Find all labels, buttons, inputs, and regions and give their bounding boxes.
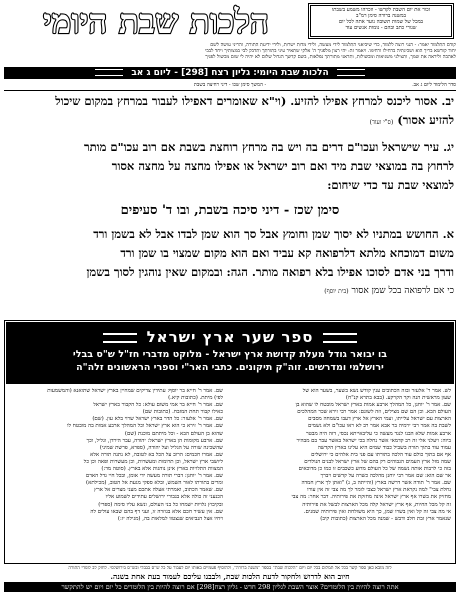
excerpt-line: שם. אמר ר' חייא בר יוסף: עתידין צדיקים שמחיין בארץ ישראל שתואנא (והמשמעות: [47, 388, 223, 394]
halacha-line-text: להזיע אסור): [397, 113, 454, 127]
excerpt-line: שנאמר ארץ זבת חלב ודבש - שמנה מכל הארצות (כתובות קיב): [320, 515, 451, 522]
excerpt-line: ויחיו אצל הנביאים שנצטוו למלאות בה, (מגילה יז:): [117, 515, 223, 522]
excerpt-line: ליושבי ארץ ישראל, וכן תרומות ומעשרות, וכן מעשרות ופאה וכן כל: [83, 458, 223, 465]
halacha-line: למוצאי שבת עד כדי שיחום:: [327, 178, 454, 192]
excerpt-line: ארבע אמות שלא הבנו לנגד מעשה כי עליבאייתא נכסי, דזה היה מבטר: [306, 430, 451, 437]
source-reference: (ס"י ועוד): [369, 119, 394, 126]
schedule-topic: - המשך סימן שכו - דיני רחיצה בשבת: [193, 82, 267, 88]
excerpt-line: עמוד עוד בתוך תורה בשביל כבוד שמים היא עלינו בארץ הקדשה: [317, 444, 451, 451]
book-excerpt-columns: [9, 388, 451, 560]
masthead-quote-line: שגורי כתב ובהם - נומות אנשים עוד: [345, 25, 417, 32]
halacha-line: יב. אסור ליכנס למרחץ אפילו להזיע. (וי"א שאומרים דאפילו לעבור במרחץ במקום שיכול: [55, 94, 454, 108]
halacha-line: [6, 282, 454, 301]
excerpt-line: שם. אמר ר' חייא בר אמי משום עולא: כל הקבור בארץ ישראל: [93, 402, 223, 409]
excerpt-column-right: [237, 388, 451, 560]
intro-line: יחוד קודשא בריך הוא ושכינתיה בדחילו ורחימו. ויאמר זה: יהי רצון מלפניך ה' אלקי שתאיר עיני בתורתך ותדבק לבי במצותיך ויחד לבבי: [205, 48, 456, 54]
masthead-quote-line: במשנה ברורה סימן רמ"ב: [356, 13, 406, 20]
excerpt-line: אף אם בתוך כולם עוד הלכה בתורתו עם פני בית אלהים כי ירושלים: [311, 451, 451, 458]
excerpt-line: שם. אמר ר' יוחנן, כל המהלך ארבע אמות בארץ ישראל מובטח לו שהוא בן: [295, 402, 451, 409]
excerpt-line: לשבת בה אמר רבי ירמיה בר אבא אמר רב לא ראו עכו"ם ולא גשמים: [308, 423, 451, 430]
intro-line: קודם התלמוד יאמר: - הנני רוצה ללמוד, כדי שיביאני התלמוד לידי מעשה, ולידי מדות ישרות, ולידי ידיעת התורה, והריני עושה לשם: [210, 42, 456, 48]
excerpt-line: בזה כי לרבות אותה נשמה של כל העולם מדוע כשכבים זו כמו כן מדוכאים: [298, 466, 451, 473]
excerpt-line: הארצות עם ישראל עלייתו, ועמי הארץ אל ארץ דעבו בשמחה מסבים: [308, 416, 451, 423]
book-promo-header: [6, 322, 454, 384]
halacha-line: א. החושש במתניו לא יסוך שמן וחומץ אבל סך הוא שמן לבדו אבל לא בשמן ורד: [93, 227, 454, 241]
halacha-line-text: כי אם לרפואה בכל שמן אסור: [351, 286, 454, 296]
excerpt-line: שם. אמר ר' יוחנן: דברי תורה מעשה ידי אומן, ובכל חיי גדל האדם: [85, 473, 223, 480]
ornament-icon: [337, 69, 365, 76]
ornament-icon: [95, 69, 123, 76]
excerpt-column-left: [9, 388, 223, 560]
excerpt-line: שהוא בן העולם הבא - וכל מיתתם מוכנת (שם): [124, 430, 223, 437]
ornament-icon: [323, 333, 357, 343]
halacha-text: [6, 92, 454, 301]
excerpt-line: שמה מזל ארץ העמים הגבוהים רק בהם של ארץ ישראל לבנים הנולדים: [304, 458, 451, 465]
intro-line: לאהבה וליראה את שמך, ותצילני משגיאות ומכשולות, ותראני מתורתך נפלאות, בשם קדשך הגדול שלום לא יהיה לי שום מכשול לפניך: [205, 54, 456, 60]
excerpt-line: כאילו קבור תחת המזבח. (כתובות שם): [142, 409, 223, 416]
halacha-line: לרחוץ בה במוצאי שבת מיד ואם רוב ישראל או אפילו מחצה על מחצה אסור: [111, 159, 454, 173]
schedule-label: סדר הלימוד ליום ג אב.: [412, 82, 456, 88]
book-subtitle: בו יבואר גודל מעלת קדושת ארץ ישראל - מלוקט מדברי חז"ל ש"ס בבלי: [72, 349, 388, 360]
halacha-line: יג. עיר שישראל ועכו"ם דרים בה ויש בה מרחץ רוחצת בשבת אם רוב עכו"ם מותר: [83, 140, 454, 154]
excerpt-line: זה קל מכל החיות, אף ארץ ישראל קלה מכל הארצות לבשל את פירותיה: [302, 501, 451, 508]
excerpt-line: לש. אמר ר' אלעזר ובזה הכתובים ענין קודש נשא בשער, בשער הוא של: [302, 388, 451, 394]
masthead-title: הלכות שבת היומי: [43, 2, 269, 40]
excerpt-line: הכנעני זה כולה אלא בגבורי ירושלים עתידים לשמוע אליו: [105, 494, 223, 501]
excerpt-line: שהשכינה שורה על הגליל ועל יהודה, (ספרא, פרשת שמיני): [99, 444, 223, 451]
issue-banner: [4, 67, 456, 79]
excerpt-line: אי מה צבי זה קל ואין בשרו שמן, כך היא משולחת ואין פירותיה שמנים.: [303, 508, 451, 515]
excerpt-line: נחלת צבי" למה נקראת ארץ ישראל כצבי לומר לך מה צבי זה אין עורו: [307, 487, 451, 494]
halacha-line: ודרך בני אדם לסוכו אפילו בלא רפואה מותר. הגה: ובמקום שאין נוהגין לסוך בשמן: [86, 265, 454, 279]
masthead-quote-line: זכור את יום השבת לקדשו - וזכרהו משמע בשבתו: [331, 7, 431, 13]
masthead: [4, 2, 456, 42]
excerpt-line: שם. אמרו חכמים: הרוב על הכל בא לטובה, לא נתנה תורה אלא: [90, 451, 223, 458]
excerpt-line: שם. אין עשיר חכם אלא בגוזרה זו, ועני דף בהם שבאו עולים לה: [90, 508, 223, 515]
book-title: ספר שער ארץ ישראל: [146, 328, 314, 346]
halacha-line: [6, 111, 454, 132]
excerpt-line: ובקיבוץ גלויות ישמחו כל בני העולם, ונשא עליו סימה (ספרי): [98, 501, 223, 508]
excerpt-line: אר שם הוא: שם אמר רבי יוחנן מהלכה כשרה על קדשים ויברך: [320, 473, 451, 480]
masthead-title-logo: [6, 2, 306, 40]
excerpt-line: לפי) מיתת. (כתובות קיא.): [168, 395, 223, 402]
excerpt-line: העולם הבא. וכן הם שם מצילים, וזה לשונם: אמר רבי זירא שכר המהלכים: [297, 409, 451, 416]
footer: [4, 566, 456, 600]
footer-appeal: חיוב הוא לדרוש ולחקור לדעת הלכות שבת, ולבבנו עליכם לעמוד בעת אחת בשנה.: [110, 572, 350, 581]
excerpt-line: שם. אמר ר' זירא כי הוא ארץ ישראל וכל המהלך ארבע אמות בה מובטח לו: [67, 423, 223, 430]
masthead-quote-box: [308, 3, 454, 39]
book-promo-box: [4, 320, 456, 564]
excerpt-line: ביוה: ויעלני אלי זה רב קדמאי אשר נחלה בכי ישראל באשר עבר בם מבהיר: [296, 437, 451, 444]
source-reference: (בית יוסף): [324, 288, 349, 295]
footer-note: לזה מובא כאן ספר קשר בכל אל תמלום בכל יום ויום "הלכות שבת" בספר "משנה ברורה", ולהוסיף פעמיים באותו יום לעבור על כל ש"ס בבבלי ובש"ס בירושלמי. לחזק לב לומדי התורה: [68, 566, 392, 571]
study-intro-prayer: [4, 42, 456, 66]
excerpt-line: ומרים בתורתו לאור השמש, ובלא ספקי מגעת אל הטוב, (מכילתא): [86, 480, 223, 487]
book-promo-title-row: [6, 326, 454, 348]
siman-heading: סימן שכז - דיני סיכה בשבת, ובו ד' סעיפים: [120, 203, 340, 218]
halacha-line: משום דמוכחא מלתא דלרפואה קא עביד ואם הוא מקום שמצוי בו שמן ורד: [120, 246, 454, 260]
excerpt-line: מחזיק את בשרו אף ארץ ישראל אינה מחזקת את פירותיה. דבר אחר: מה צבי: [291, 494, 451, 501]
book-subtitle: ירושלמי ומדרשים. זוה"ק תיקונים. כתבי האר"י וספרי הראשונים זלה"ה: [76, 362, 384, 373]
excerpt-line: שם. אמר ר' אלעזר: כל הדר בארץ ישראל שרוי בלא עון. (שם): [92, 416, 223, 423]
excerpt-line: המצוות התלויות בארץ אינן נוהגות אלא בארץ. (סוטה מד:): [101, 466, 223, 473]
excerpt-line: שם. שאמר הכתוב, ואמרתי אעלה אתכם מעני מצרים אל ארץ: [94, 487, 223, 494]
excerpt-line: שם. ארבע מקומות הן בארץ ישראל: יהודה, עבר הירדן, וגליל, וכך: [86, 437, 223, 444]
footer-contact-bar: אתה רוצה להיות בין הלומדים? אוצר השבת לגליון 298 חדש - גליון רצח[298] אם רוצה להיות בין הלומדים כל יום ויום יש להתקשר: [4, 582, 456, 592]
masthead-quote-line: במכל של שמות תשובה נוער אתה לכל יום: [338, 19, 424, 26]
issue-banner-label: הלכות שבת היומי: גליון רצח [298] - ליום ג אב: [131, 68, 329, 78]
ornament-icon: [103, 333, 137, 343]
excerpt-line: שם. אמר ר' תודה אשר דרשה בארץ (והייתה ב, נ) "ואתן לך ארץ חמדה: [301, 480, 451, 487]
excerpt-line: שעון מראשית הנה וקר הקרקע. (בבא בתרא קנ"ח): [345, 395, 451, 402]
study-schedule-line: [4, 80, 456, 91]
